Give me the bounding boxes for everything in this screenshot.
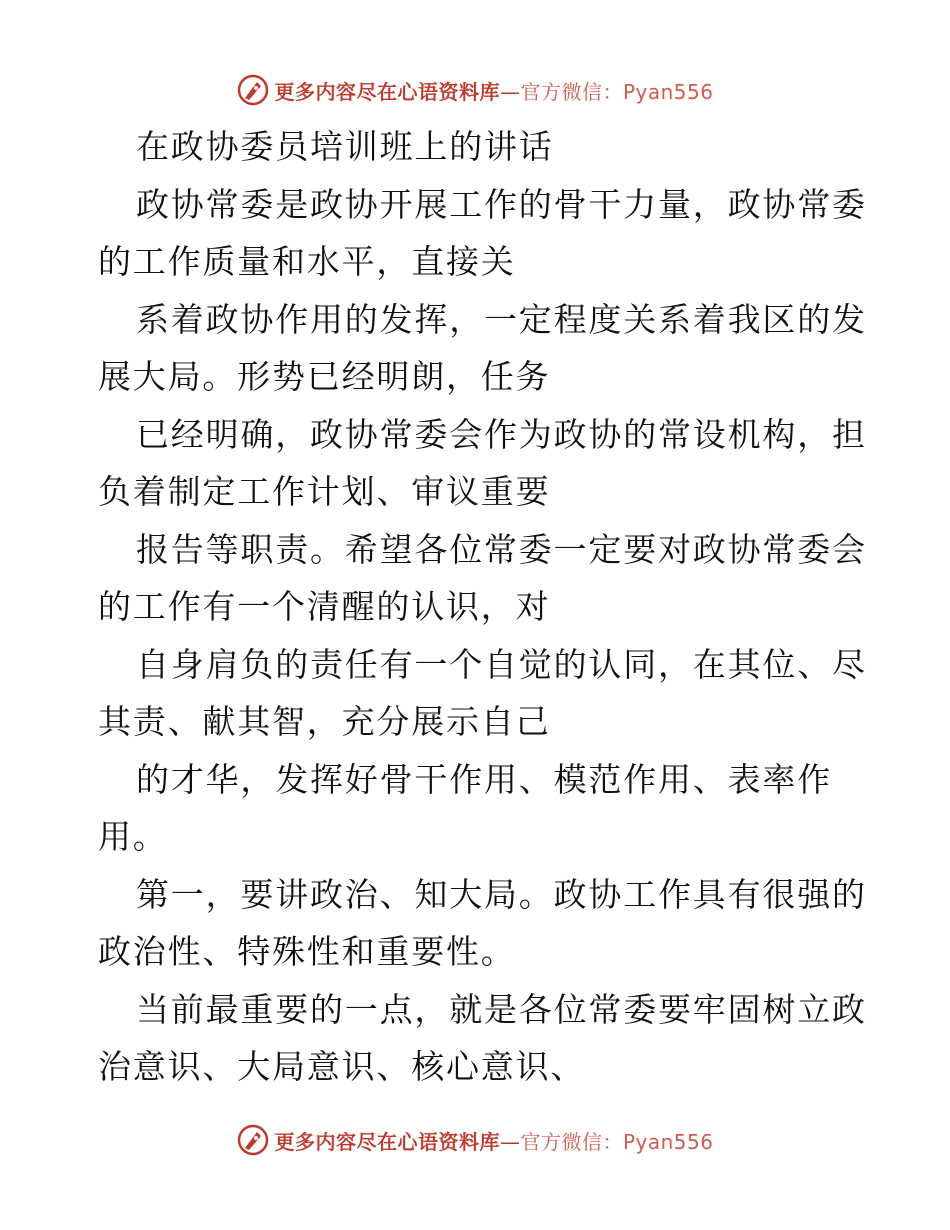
paragraph-line: 自身肩负的责任有一个自觉的认同，在其位、尽 [136,644,867,684]
document-title: 在政协委员培训班上的讲话 [136,127,554,166]
footer-watermark-banner [0,1120,950,1160]
paragraph-line: 的工作有一个清醒的认识，对 [98,587,551,626]
watermark-text [274,76,713,105]
watermark-main: 更多内容尽在心语资料库 [274,1129,500,1154]
paragraph-line: 展大局。形势已经明朗，任务 [98,357,551,396]
pen-nib-circle-icon [236,73,270,107]
paragraph-line: 用。 [98,817,168,856]
paragraph-line: 报告等职责。希望各位常委一定要对政协常委会 [136,529,867,569]
paragraph-line: 负着制定工作计划、审议重要 [98,472,551,511]
watermark-dash: — [499,79,521,104]
paragraph-line: 其责、献其智，充分展示自己 [98,702,551,741]
header-watermark-banner [0,70,950,110]
document-body [98,118,867,1096]
paragraph-line: 政治性、特殊性和重要性。 [98,932,516,971]
pen-nib-circle-icon [236,1123,270,1157]
paragraph-line: 政协常委是政协开展工作的骨干力量，政协常委 [136,184,867,224]
paragraph-line: 治意识、大局意识、核心意识、 [98,1047,586,1086]
paragraph-line: 的才华，发挥好骨干作用、模范作用、表率作 [136,759,832,799]
watermark-text [274,1126,713,1155]
paragraph-line: 当前最重要的一点，就是各位常委要牢固树立政 [136,989,867,1029]
watermark-wechat: 官方微信：Pyan556 [520,79,714,104]
watermark-wechat: 官方微信：Pyan556 [520,1129,714,1154]
watermark-main: 更多内容尽在心语资料库 [274,79,500,104]
paragraph-line: 第一，要讲政治、知大局。政协工作具有很强的 [136,874,867,914]
paragraph-line: 系着政协作用的发挥，一定程度关系着我区的发 [136,299,867,339]
paragraph-line: 已经明确，政协常委会作为政协的常设机构，担 [136,414,867,454]
watermark-dash: — [499,1129,521,1154]
paragraph-line: 的工作质量和水平，直接关 [98,242,516,281]
